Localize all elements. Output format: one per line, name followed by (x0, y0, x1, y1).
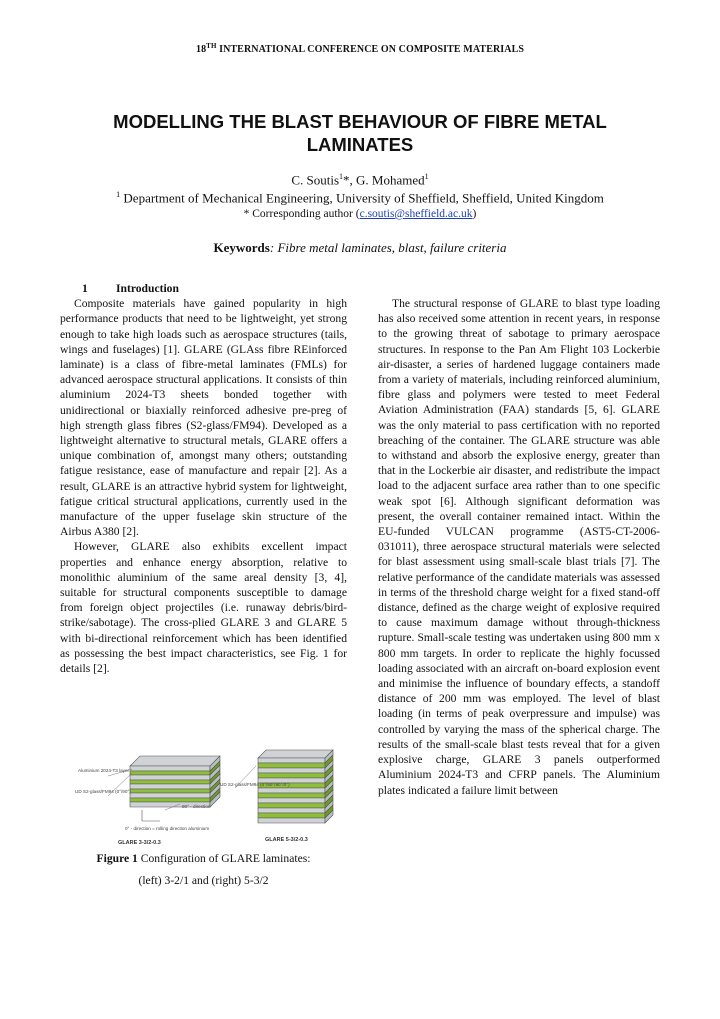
section-title: Introduction (116, 282, 179, 295)
label-rolling-direction: 0° - direction = rolling direction aluminium (125, 826, 210, 831)
glare-3-stack (130, 756, 220, 807)
corresponding-prefix: * Corresponding author ( (243, 208, 360, 220)
keywords-label: Keywords (213, 240, 270, 255)
figure-caption (60, 848, 347, 892)
section-number: 1 (82, 282, 88, 295)
paragraph-1: Composite materials have gained popularity in high performance products that need to be lightweight, yet strong enough to take high loads such as aerospace structures (tails, wings and fuselages) [1]. GLARE (GLAss fibre REinforced laminate) is a class of fibre-metal laminates (FMLs) for advanced aerospace structural applications. It consists of thin aluminium 2024-T3 sheets bonded together with unidirectional or biaxially reinforced adhesive pre-preg of high strength glass fibres (S2-glass/FM94). Developed as a lightweight alternative to structural metals, GLARE offers a unique combination of, amongst many others; outstanding fatigue resistance, ease of manufacture and repair [2]. As a result, GLARE is an attractive hybrid system for lightweight, fatigue critical structural applications, currently used in the manufacture of the upper fuselage skin structure of the Airbus A380 [2]. (60, 297, 347, 539)
corresponding-email-link[interactable]: c.soutis@sheffield.ac.uk (359, 208, 473, 220)
paragraph-3: The structural response of GLARE to blast type loading has also received some attention in recent years, in response to the growing threat of sabotage to primary aerospace structures. In response to the Pan Am Flight 103 Lockerbie air-disaster, a series of hardened luggage containers made from a variety of materials, including reinforced aluminium, fibre glass and polymers were tested to meet Federal Aviation Administration (FAA) standards [5, 6]. GLARE was the only material to pass certification with no reported breaching of the container. The GLARE structure was able to withstand and absorb the explosive energy, greater than that in the Lockerbie air disaster, and redistribute the impact load to the adjacent surface area rather than to one specific weak spot [6]. Although significant deformation was present, the overall container remained intact. Within the EU-funded VULCAN programme (AST5-CT-2006-031011), three aerospace structural materials were selected for blast assessment using small-scale blast trials [7]. The relative performance of the candidate materials was assessed in terms of the threshold charge weight for a fixed stand-off distance, defined as the charge weight of explosive required to cause maximum damage without through-thickness rupture. Small-scale testing was undertaken using 800 mm x 800 mm targets. In order to replicate the highly focussed loading associated with an aircraft on-board explosion event and minimise the influence of boundary effects, a standoff distance of 200 mm was employed. The level of blast loading (in terms of peak overpressure and impulse) was controlled by varying the mass of the spherical charge. The results of the small-scale blast tests reveal that for a given explosive charge, GLARE 3 panels outperformed Aluminium 2024-T3 and CFRP panels. The Aluminium plates indicated a failure limit between (378, 297, 660, 797)
direction-arrows (142, 810, 160, 821)
label-ud-left: UD S2-glass/FM94 (0°/90°) (75, 789, 131, 794)
keywords (0, 240, 720, 256)
left-column (60, 281, 347, 676)
keywords-text: : Fibre metal laminates, blast, failure criteria (269, 240, 507, 255)
authors (0, 172, 720, 188)
author-1-affil-mark: 1 (339, 172, 344, 181)
header-superscript: TH (206, 42, 217, 50)
corresponding-suffix: ) (472, 208, 477, 220)
section-heading (82, 281, 347, 296)
label-aluminium: Aluminium 2024-T3 layer (78, 768, 130, 773)
figure-caption-line-1 (60, 848, 347, 870)
label-glare-3: GLARE 3-3/2-0.3 (118, 840, 161, 846)
figure-caption-label: Figure 1 (96, 852, 138, 865)
running-header (0, 42, 720, 55)
author-2: G. Mohamed (356, 172, 425, 188)
affiliation-text: Department of Mechanical Engineering, University of Sheffield, Sheffield, United Kingdom (120, 190, 604, 206)
right-column (378, 296, 660, 798)
label-glare-5: GLARE 5-3/2-0.3 (265, 837, 308, 843)
label-ud-right: UD S2-glass/FM94 (0°/90°/90°/0°) (220, 782, 290, 787)
corresponding-star: *, (343, 172, 357, 188)
paragraph-2: However, GLARE also exhibits excellent impact properties and enhance energy absorption, relative to monolithic aluminium of the same areal density [3, 4], suitable for structural components susceptible to damage from foreign object projectiles (i.e. runaway debris/bird-strike/sabotage). The cross-plied GLARE 3 and GLARE 5 with bi-directional reinforcement which has been identified as possessing the best impact characteristics, see Fig. 1 for details [2]. (60, 540, 347, 676)
corresponding-author (0, 208, 720, 220)
paper-title: MODELLING THE BLAST BEHAVIOUR OF FIBRE METAL LAMINATES (113, 111, 607, 155)
header-prefix: 18 (195, 44, 207, 55)
affiliation-mark: 1 (116, 190, 121, 199)
figure-caption-text-1: Configuration of GLARE laminates: (137, 852, 311, 865)
header-suffix: INTERNATIONAL CONFERENCE ON COMPOSITE MATERIALS (216, 44, 525, 55)
author-2-affil-mark: 1 (424, 172, 429, 181)
affiliation (0, 190, 720, 206)
author-1: C. Soutis (291, 172, 340, 188)
figure-caption-line-2: (left) 3-2/1 and (right) 5-3/2 (138, 874, 269, 887)
label-90-direction: 90° - direction (182, 804, 211, 809)
glare-laminate-diagram (70, 738, 340, 848)
figure-glare-laminates (70, 738, 340, 848)
